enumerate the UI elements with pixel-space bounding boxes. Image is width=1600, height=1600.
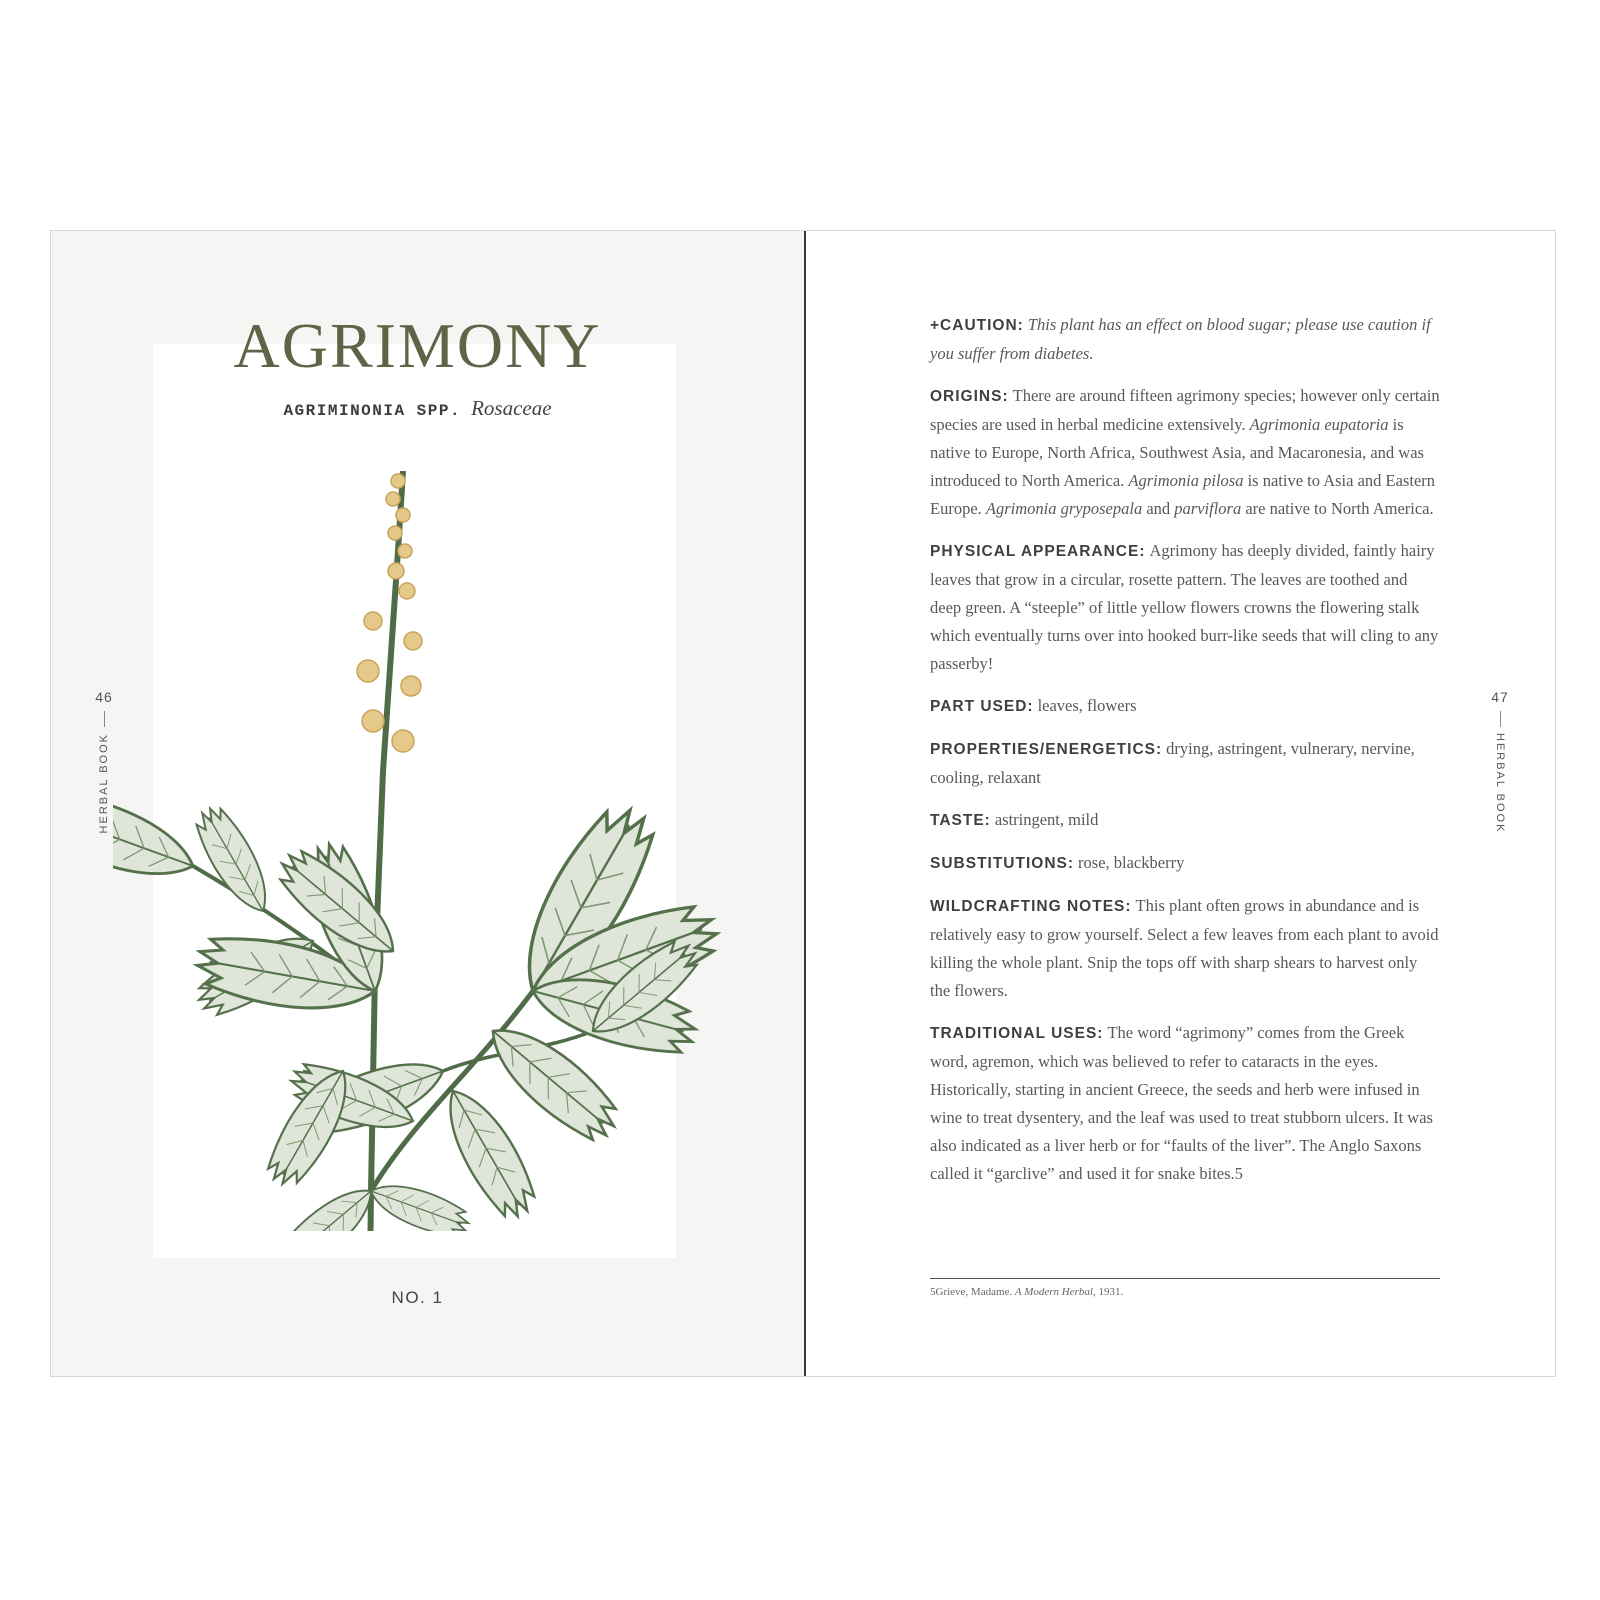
caution-label: +CAUTION:: [930, 317, 1024, 334]
species-name: Agrimonia gryposepala: [985, 499, 1143, 518]
footnote-rule: [930, 1278, 1440, 1279]
plant-subtitle: [51, 396, 784, 421]
plant-title: AGRIMONY: [233, 310, 602, 381]
origins-paragraph: [930, 382, 1440, 523]
folio-divider: [104, 711, 105, 727]
book-spread: [50, 230, 1556, 1377]
left-page: [51, 231, 804, 1376]
part-used-label: PART USED:: [930, 698, 1034, 715]
origins-text: There are around fifteen agrimony species; however only certain species are used in herbal medicine extensively.: [930, 386, 1440, 434]
footnote-text: 5Grieve, Madame.: [930, 1286, 1015, 1298]
origins-text: are native to North America.: [1241, 499, 1434, 518]
wildcrafting-text: This plant often grows in abundance and is relatively easy to grow yourself. Select a few leaves from each plant to avoid killing the whole plant. Snip the tops off with sharp shears to harvest only the flowers.: [930, 896, 1439, 1000]
taste-text: astringent, mild: [994, 810, 1099, 829]
right-page: [806, 231, 1555, 1376]
left-page-number: 46: [95, 689, 113, 705]
origins-text: and: [1142, 499, 1175, 518]
footnote: [930, 1286, 1440, 1298]
properties-text: drying, astringent, vulnerary, nervine, cooling, relaxant: [930, 739, 1415, 787]
left-running-head: HERBAL BOOK: [98, 733, 110, 834]
origins-label: ORIGINS:: [930, 388, 1009, 405]
origins-text: is native to Asia and Eastern Europe.: [930, 471, 1436, 518]
footnote-title: A Modern Herbal: [1014, 1286, 1093, 1298]
species-name: Agrimonia pilosa: [1128, 471, 1244, 490]
left-folio: [89, 689, 119, 833]
family-name: Rosaceae: [471, 396, 552, 420]
part-used-paragraph: [930, 692, 1440, 721]
part-used-text: leaves, flowers: [1037, 696, 1137, 715]
right-folio: [1485, 689, 1515, 833]
species-name: parviflora: [1174, 499, 1242, 518]
species-name: Agrimonia eupatoria: [1249, 415, 1389, 434]
folio-divider: [1500, 711, 1501, 727]
physical-appearance-label: PHYSICAL APPEARANCE:: [930, 543, 1146, 560]
substitutions-paragraph: [930, 849, 1440, 878]
physical-appearance-paragraph: [930, 537, 1440, 678]
right-running-head: HERBAL BOOK: [1494, 733, 1506, 834]
agrimony-plant-illustration: [113, 471, 753, 1231]
caution-text: This plant has an effect on blood sugar; please use caution if you suffer from diabetes.: [930, 315, 1431, 363]
traditional-uses-text: The word “agrimony” comes from the Greek word, agremon, which was believed to refer to cataracts in the eyes. Historically, starting in ancient Greece, the seeds and herb were infused in wine to treat dysentery, and the leaf was used to treat stubborn ulcers. It was also indicated as a liver herb or for “faults of the liver”. The Anglo Saxons called it “garclive” and used it for snake bites.5: [930, 1023, 1433, 1183]
properties-paragraph: [930, 735, 1440, 792]
footnote-text: , 1931.: [1092, 1286, 1124, 1298]
monograph-content: [930, 311, 1440, 1202]
substitutions-label: SUBSTITUTIONS:: [930, 855, 1075, 872]
plate-number: NO. 1: [391, 1288, 444, 1307]
latin-name: AGRIMINONIA SPP.: [283, 402, 462, 420]
properties-label: PROPERTIES/ENERGETICS:: [930, 741, 1163, 758]
wildcrafting-label: WILDCRAFTING NOTES:: [930, 898, 1132, 915]
origins-text: is native to Europe, North Africa, Southwest Asia, and Macaronesia, and was introduced to North America.: [930, 415, 1424, 490]
wildcrafting-paragraph: [930, 892, 1440, 1005]
caution-paragraph: [930, 311, 1440, 368]
substitutions-text: rose, blackberry: [1078, 853, 1185, 872]
traditional-uses-paragraph: [930, 1019, 1440, 1188]
right-page-number: 47: [1491, 689, 1509, 705]
physical-appearance-text: Agrimony has deeply divided, faintly hairy leaves that grow in a circular, rosette pattern. The leaves are toothed and deep green. A “steeple” of little yellow flowers crowns the flowering stalk which eventually turns over into hooked burr-like seeds that will cling to any passerby!: [930, 541, 1439, 673]
traditional-uses-label: TRADITIONAL USES:: [930, 1025, 1104, 1042]
taste-label: TASTE:: [930, 812, 991, 829]
taste-paragraph: [930, 806, 1440, 835]
